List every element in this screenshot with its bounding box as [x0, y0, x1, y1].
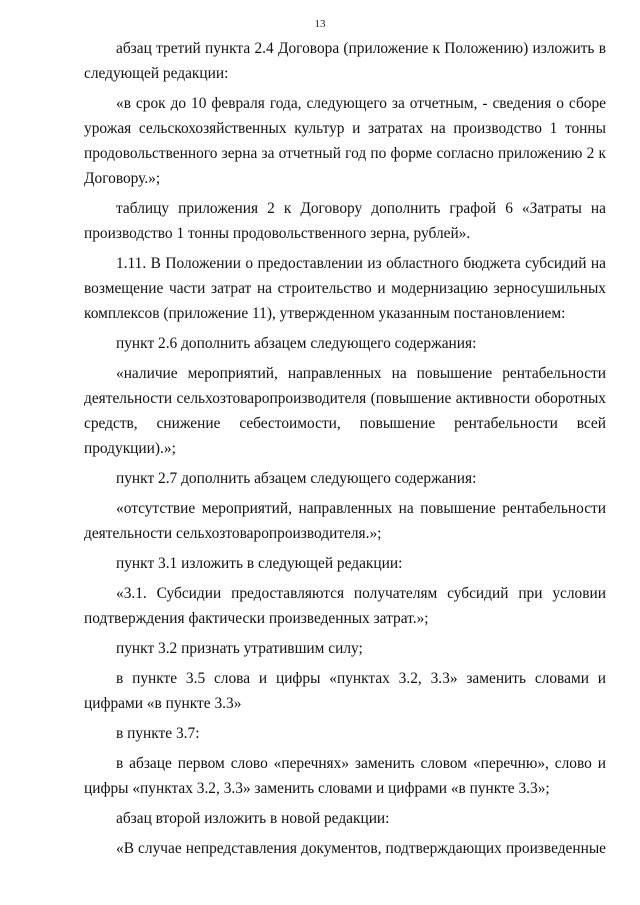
paragraph-15: абзац второй изложить в новой редакции: [116, 810, 390, 827]
paragraph-8: «отсутствие мероприятий, направленных на повышение рентабельности деятельности сельхозтоваропроизводителя.»; [84, 500, 606, 542]
paragraph-3: таблицу приложения 2 к Договору дополнить графой 6 «Затраты на производство 1 тонны продовольственного зерна, рублей». [84, 200, 606, 242]
paragraph-11: пункт 3.2 признать утратившим силу; [116, 640, 363, 657]
paragraph-7: пункт 2.7 дополнить абзацем следующего содержания: [116, 470, 477, 487]
paragraph-10: «3.1. Субсидии предоставляются получателям субсидий при условии подтверждения фактически произведенных затрат.»; [84, 585, 606, 627]
paragraph-9: пункт 3.1 изложить в следующей редакции: [116, 555, 403, 572]
document-body [84, 36, 606, 861]
paragraph-5: пункт 2.6 дополнить абзацем следующего содержания: [116, 335, 477, 352]
paragraph-6: «наличие мероприятий, направленных на повышение рентабельности деятельности сельхозтоваропроизводителя (повышение активности оборотных средств, снижение себестоимости, повышение рентабельности всей продукции).»; [84, 365, 606, 457]
paragraph-14: в абзаце первом слово «перечнях» заменить словом «перечню», слово и цифры «пунктах 3.2, 3.3» заменить словами и цифрами «в пункте 3.3»; [84, 755, 606, 797]
paragraph-13: в пункте 3.7: [116, 725, 200, 742]
paragraph-12: в пункте 3.5 слова и цифры «пунктах 3.2, 3.3» заменить словами и цифрами «в пункте 3.3» [84, 670, 606, 712]
paragraph-2: «в срок до 10 февраля года, следующего за отчетным, - сведения о сборе урожая сельскохозяйственных культур и затратах на производство 1 тонны продовольственного зерна за отчетный год по форме согласно приложению 2 к Договору.»; [84, 95, 606, 187]
paragraph-1: абзац третий пункта 2.4 Договора (приложение к Положению) изложить в следующей редакции: [84, 40, 606, 82]
page-number: 13 [314, 18, 326, 30]
paragraph-4: 1.11. В Положении о предоставлении из областного бюджета субсидий на возмещение части затрат на строительство и модернизацию зерносушильных комплексов (приложение 11), утвержденном указанным постановлением: [84, 255, 606, 322]
paragraph-16: «В случае непредставления документов, подтверждающих произведенные [116, 840, 606, 857]
